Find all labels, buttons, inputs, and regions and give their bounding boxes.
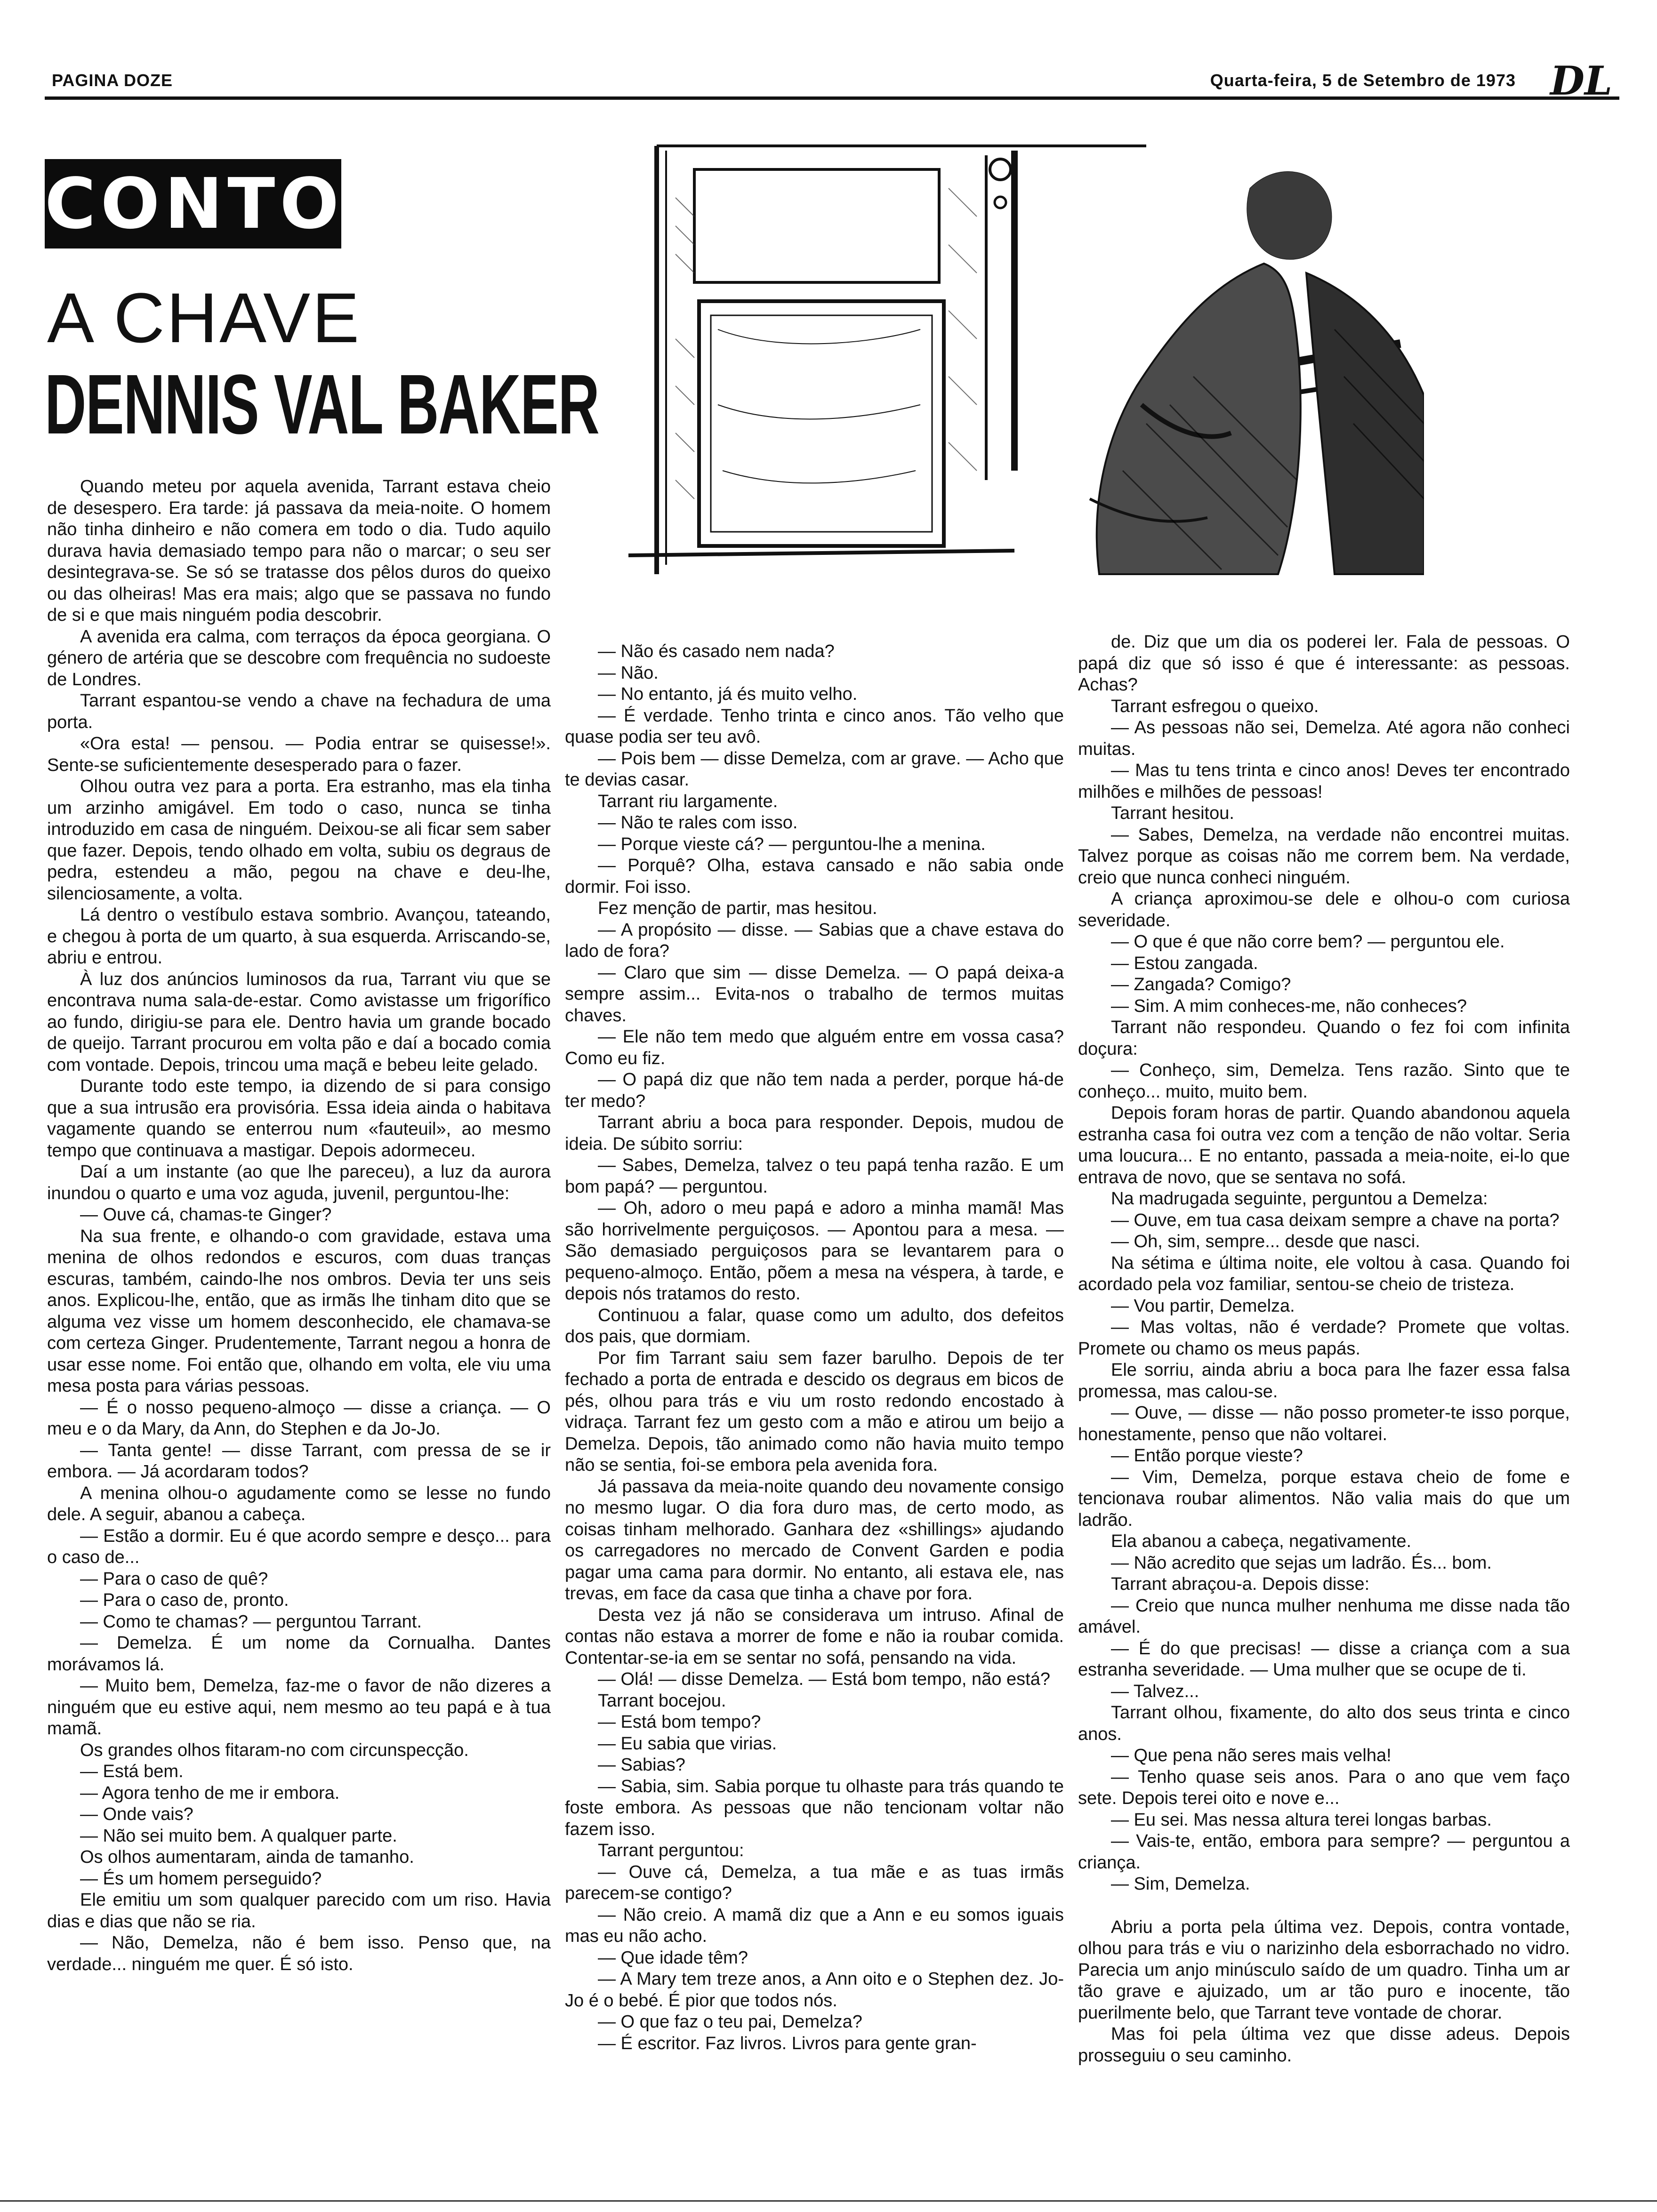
paragraph: — É o nosso pequeno-almoço — disse a criança. — O meu e o da Mary, da Ann, do Stephen e da Jo-Jo. [47, 1397, 551, 1439]
paragraph: — Conheço, sim, Demelza. Tens razão. Sinto que te conheço... muito, muito bem. [1078, 1060, 1570, 1102]
paragraph: Os olhos aumentaram, ainda de tamanho. [80, 1847, 414, 1867]
text-column-3 [1078, 632, 1570, 2067]
story-author: DENNIS VAL BAKER [45, 357, 599, 452]
paragraph: — O que faz o teu pai, Demelza? [598, 2012, 862, 2032]
section-badge: CONTO [45, 159, 341, 248]
paragraph: Tarrant olhou, fixamente, do alto dos seus trinta e cinco anos. [1078, 1703, 1570, 1744]
paragraph: Tarrant hesitou. [1111, 803, 1234, 823]
paragraph: — Como te chamas? — perguntou Tarrant. [80, 1611, 422, 1632]
paragraph: A criança aproximou-se dele e olhou-o com curiosa severidade. [1078, 889, 1570, 930]
page-bottom-rule [0, 2200, 1657, 2202]
paragraph: — Zangada? Comigo? [1111, 975, 1291, 994]
paragraph: — Estou zangada. [1111, 953, 1258, 973]
paragraph: — É do que precisas! — disse a criança com a sua estranha severidade. — Uma mulher que se ocupe de ti. [1078, 1638, 1570, 1680]
paragraph: Daí a um instante (ao que lhe pareceu), a luz da aurora inundou o quarto e uma voz aguda, juvenil, perguntou-lhe: [47, 1162, 551, 1203]
paragraph: — As pessoas não sei, Demelza. Até agora não conheci muitas. [1078, 718, 1570, 759]
paragraph: — Vim, Demelza, porque estava cheio de fome e tencionava roubar alimentos. Não valia mais do que um ladrão. [1078, 1467, 1570, 1530]
paragraph: — Ouve cá, chamas-te Ginger? [80, 1205, 332, 1225]
paragraph: Tarrant abraçou-a. Depois disse: [1111, 1574, 1370, 1594]
paragraph: — Pois bem — disse Demelza, com ar grave. — Acho que te devias casar. [565, 748, 1064, 790]
paragraph: — Agora tenho de me ir embora. [80, 1783, 340, 1803]
paragraph: — Eu sei. Mas nessa altura terei longas barbas. [1111, 1810, 1492, 1830]
paragraph: Mas foi pela última vez que disse adeus. Depois prosseguiu o seu caminho. [1078, 2024, 1570, 2066]
paragraph: — Vou partir, Demelza. [1111, 1296, 1295, 1316]
paragraph: — Para o caso de quê? [80, 1569, 268, 1589]
paragraph: — Porque vieste cá? — perguntou-lhe a menina. [598, 834, 986, 854]
paragraph: — Sabia, sim. Sabia porque tu olhaste para trás quando te foste embora. As pessoas que não tencionam voltar não fazem isso. [565, 1776, 1064, 1839]
paragraph: — Não és casado nem nada? [598, 641, 835, 661]
paragraph: Desta vez já não se considerava um intruso. Afinal de contas não estava a morrer de fome e não ia roubar comida. Contentar-se-ia em se sentar no sofá, pensando na vida. [565, 1605, 1064, 1668]
paragraph: — Porquê? Olha, estava cansado e não sabia onde dormir. Foi isso. [565, 856, 1064, 897]
text-column-1 [47, 476, 551, 1975]
paragraph: — O papá diz que não tem nada a perder, porque há-de ter medo? [565, 1070, 1064, 1111]
paragraph: — Sim, Demelza. [1111, 1874, 1250, 1894]
paragraph: — Não creio. A mamã diz que a Ann e eu somos iguais mas eu não acho. [565, 1905, 1064, 1946]
paragraph: — Está bem. [80, 1762, 184, 1781]
paragraph: — No entanto, já és muito velho. [598, 684, 858, 704]
paragraph: — Sabes, Demelza, na verdade não encontrei muitas. Talvez porque as coisas não me correm bem. Na verdade, creio que nunca conheci ninguém. [1078, 825, 1570, 888]
paragraph: — Mas tu tens trinta e cinco anos! Deves ter encontrado milhões e milhões de pessoas! [1078, 761, 1570, 802]
paragraph: — Claro que sim — disse Demelza. — O papá deixa-a sempre assim... Evita-nos o trabalho de termos muitas chaves. [565, 962, 1064, 1026]
paragraph: Tarrant abriu a boca para responder. Depois, mudou de ideia. De súbito sorriu: [565, 1113, 1064, 1154]
paragraph: Ela abanou a cabeça, negativamente. [1111, 1531, 1412, 1551]
paragraph: — Talvez... [1111, 1681, 1199, 1701]
paragraph: A avenida era calma, com terraços da época georgiana. O género de artéria que se descobre com frequência no sudoeste de Londres. [47, 626, 551, 689]
paragraph: Tarrant riu largamente. [598, 791, 778, 811]
paragraph: — Estão a dormir. Eu é que acordo sempre e desço... para o caso de... [47, 1526, 551, 1567]
man-seated-by-door-illustration [628, 141, 1424, 579]
story-title: A CHAVE [47, 278, 362, 357]
paragraph: — O que é que não corre bem? — perguntou ele. [1111, 932, 1505, 952]
paragraph: — Oh, sim, sempre... desde que nasci. [1111, 1232, 1420, 1251]
paragraph: — Creio que nunca mulher nenhuma me disse nada tão amável. [1078, 1595, 1570, 1637]
paragraph: — Mas voltas, não é verdade? Promete que voltas. Promete ou chamo os meus papás. [1078, 1317, 1570, 1359]
paragraph: Na sua frente, e olhando-o com gravidade, estava uma menina de olhos redondos e escuros, com duas tranças escuras, também, caindo-lhe nos ombros. Devia ter uns seis anos. Explicou-lhe, então, que as irmãs lhe tinham dito que se alguma vez visse um homem desconhecido, ele chamava-se com certeza Ginger. Prudentemente, Tarrant negou a honra de usar esse nome. Foi então que, olhando em volta, ele viu uma mesa posta para várias pessoas. [47, 1226, 551, 1396]
paragraph: — Eu sabia que virias. [598, 1733, 777, 1754]
paragraph: Ele sorriu, ainda abriu a boca para lhe fazer essa falsa promessa, mas calou-se. [1078, 1360, 1570, 1402]
paragraph [1078, 1895, 1570, 1917]
paragraph: — Está bom tempo? [598, 1712, 761, 1732]
paragraph: — A propósito — disse. — Sabias que a chave estava do lado de fora? [565, 920, 1064, 961]
paragraph: — Não sei muito bem. A qualquer parte. [80, 1826, 397, 1846]
paragraph: — Ouve, — disse — não posso prometer-te isso porque, honestamente, penso que não voltarei. [1078, 1403, 1570, 1444]
paragraph: Fez menção de partir, mas hesitou. [598, 898, 877, 918]
paragraph: — Não te rales com isso. [598, 813, 798, 833]
paragraph: — Oh, adoro o meu papá e adoro a minha mamã! Mas são horrivelmente perguiçosos. — Apontou para a mesa. — São demasiado perguiçosos para se levantarem para o pequeno-almoço. Então, põem a mesa na véspera, à tarde, e depois nós tratamos do resto. [565, 1198, 1064, 1304]
paragraph: — Olá! — disse Demelza. — Está bom tempo, não está? [598, 1669, 1050, 1689]
paragraph: Tarrant perguntou: [598, 1841, 744, 1860]
paragraph: — Que idade têm? [598, 1948, 748, 1968]
paragraph: — Não. [598, 663, 659, 683]
paragraph: — Vais-te, então, embora para sempre? — perguntou a criança. [1078, 1831, 1570, 1873]
paragraph: — Não acredito que sejas um ladrão. És... bom. [1111, 1553, 1492, 1573]
paragraph: Tarrant esfregou o queixo. [1111, 696, 1319, 716]
paragraph: Quando meteu por aquela avenida, Tarrant estava cheio de desespero. Era tarde: já passava da meia-noite. O homem não tinha dinheiro e não comera em todo o dia. Tudo aquilo durava havia demasiado tempo para não o marcar; o seu ser desintegrava-se. Se só se tratasse dos pêlos duros do queixo ou das olheiras! Mas era mais; algo que se passava no fundo de si e que mais ninguém podia descobrir. [47, 477, 551, 625]
paragraph: — Muito bem, Demelza, faz-me o favor de não dizeres a ninguém que eu estive aqui, nem mesmo ao teu papá e à tua mamã. [47, 1676, 551, 1739]
paragraph: — Sabias? [598, 1755, 685, 1775]
paragraph: Tarrant bocejou. [598, 1691, 726, 1711]
paragraph: Tarrant não respondeu. Quando o fez foi com infinita doçura: [1078, 1018, 1570, 1059]
paragraph: — Ouve, em tua casa deixam sempre a chave na porta? [1111, 1210, 1560, 1230]
paragraph: À luz dos anúncios luminosos da rua, Tarrant viu que se encontrava numa sala-de-estar. Como avistasse um frigorífico ao fundo, dirigiu-se para ele. Dentro havia um grande bocado de queijo. Tarrant procurou em volta pão e daí a bocado comia com vontade. Depois, trincou uma maçã e bebeu leite gelado. [47, 969, 551, 1075]
paragraph: Abriu a porta pela última vez. Depois, contra vontade, olhou para trás e viu o narizinho dela esborrachado no vidro. Parecia um anjo minúsculo saído de um quadro. Tinha um ar tão grave e ajuizado, um ar tão puro e inocente, tão puerilmente belo, que Tarrant teve vontade de chorar. [1078, 1917, 1570, 2023]
paragraph: de. Diz que um dia os poderei ler. Fala de pessoas. O papá diz que só isso é que é interessante: as pessoas. Achas? [1078, 632, 1570, 695]
paragraph: — Ouve cá, Demelza, a tua mãe e as tuas irmãs parecem-se contigo? [565, 1862, 1064, 1903]
paragraph: «Ora esta! — pensou. — Podia entrar se quisesse!». Sente-se suficientemente desesperado para o fazer. [47, 734, 551, 775]
paragraph: — É escritor. Faz livros. Livros para gente gran- [598, 2033, 977, 2053]
paragraph: Na madrugada seguinte, perguntou a Demelza: [1111, 1189, 1488, 1209]
paragraph: — Que pena não seres mais velha! [1111, 1746, 1392, 1765]
paragraph: Durante todo este tempo, ia dizendo de si para consigo que a sua intrusão era provisória. Essa ideia ainda o habitava vagamente quando se enterrou num «fauteuil», ao mesmo tempo que continuava a mastigar. Depois adormeceu. [47, 1076, 551, 1161]
paragraph: — Ele não tem medo que alguém entre em vossa casa? Como eu fiz. [565, 1027, 1064, 1068]
paragraph: — Para o caso de, pronto. [80, 1590, 289, 1610]
paragraph: — Demelza. É um nome da Cornualha. Dantes morávamos lá. [47, 1633, 551, 1675]
paragraph: — Sabes, Demelza, talvez o teu papá tenha razão. E um bom papá? — perguntou. [565, 1155, 1064, 1197]
paragraph: — Não, Demelza, não é bem isso. Penso que, na verdade... ninguém me quer. É só isto. [47, 1933, 551, 1974]
paragraph: Tarrant espantou-se vendo a chave na fechadura de uma porta. [47, 691, 551, 732]
paragraph: Lá dentro o vestíbulo estava sombrio. Avançou, tateando, e chegou à porta de um quarto, à sua esquerda. Arriscando-se, abriu e entrou. [47, 905, 551, 968]
paragraph: — Tenho quase seis anos. Para o ano que vem faço sete. Depois terei oito e nove e... [1078, 1767, 1570, 1808]
page-label: PAGINA DOZE [52, 71, 173, 90]
paragraph: — És um homem perseguido? [80, 1868, 322, 1889]
paragraph: Na sétima e última noite, ele voltou à casa. Quando foi acordado pela voz familiar, sentou-se cheio de tristeza. [1078, 1253, 1570, 1294]
text-column-2 [565, 641, 1064, 2054]
paragraph: — A Mary tem treze anos, a Ann oito e o Stephen dez. Jo-Jo é o bebé. É pior que todos nós. [565, 1969, 1064, 2011]
paragraph: — Então porque vieste? [1111, 1446, 1303, 1466]
paragraph: Por fim Tarrant saiu sem fazer barulho. Depois de ter fechado a porta de entrada e descido os degraus em bicos de pés, olhou para trás e viu um rosto redondo encostado à vidraça. Tarrant fez um gesto com a mão e atirou um beijo a Demelza. Depois, tão animado como não havia muito tempo não se sentia, foi-se embora pela avenida fora. [565, 1348, 1064, 1475]
paragraph: A menina olhou-o agudamente como se lesse no fundo dele. A seguir, abanou a cabeça. [47, 1483, 551, 1524]
paragraph: Continuou a falar, quase como um adulto, dos defeitos dos pais, que dormiam. [565, 1305, 1064, 1346]
paragraph: Os grandes olhos fitaram-no com circunspecção. [80, 1740, 469, 1760]
newspaper-logo: DL [1550, 57, 1612, 104]
paragraph: Olhou outra vez para a porta. Era estranho, mas ela tinha um arzinho amigável. Em todo o caso, nunca se tinha introduzido em casa de ninguém. Deixou-se ali ficar sem saber que fazer. Depois, tendo olhado em volta, subiu os degraus de pedra, estendeu a mão, pegou na chave e deu-lhe, silenciosamente, a volta. [47, 777, 551, 904]
paragraph: — Tanta gente! — disse Tarrant, com pressa de se ir embora. — Já acordaram todos? [47, 1440, 551, 1482]
paragraph: — Sim. A mim conheces-me, não conheces? [1111, 996, 1467, 1016]
paragraph: Ele emitiu um som qualquer parecido com um riso. Havia dias e dias que não se ria. [47, 1890, 551, 1931]
paragraph: — É verdade. Tenho trinta e cinco anos. Tão velho que quase podia ser teu avô. [565, 705, 1064, 747]
paragraph: — Onde vais? [80, 1804, 193, 1824]
paragraph: Depois foram horas de partir. Quando abandonou aquela estranha casa foi outra vez com a tenção de não voltar. Seria uma loucura... E no entanto, passada a meia-noite, ei-lo que entrava de novo, que se sentava no sofá. [1078, 1103, 1570, 1187]
issue-date: Quarta-feira, 5 de Setembro de 1973 [1210, 71, 1516, 90]
header-rule [45, 96, 1619, 100]
paragraph: Já passava da meia-noite quando deu novamente consigo no mesmo lugar. O dia fora duro mas, de certo modo, as coisas tinham melhorado. Ganhara dez «shillings» ajudando os carregadores no mercado de Convent Garden e podia pagar uma cama para dormir. No entanto, ali estava ele, nas trevas, em face da casa que tinha a chave por fora. [565, 1476, 1064, 1603]
